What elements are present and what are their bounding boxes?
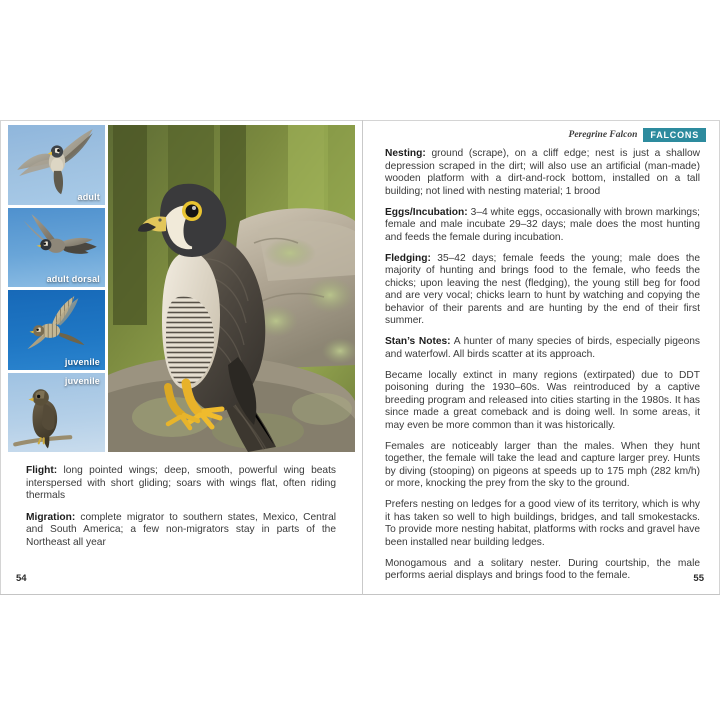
section-body: Prefers nesting on ledges for a good view of its territory, which is why it has taken so well to high buildings, bridges, and tall smokestacks. To provide more nesting habitat, platforms with rocks and gravel have been installed near building ledges. bbox=[385, 499, 700, 548]
section-body: complete migrator to southern states, Mexico, Central and South America; a few non-migrators stay in parts of the Northeast all year bbox=[26, 511, 336, 548]
thumbnail-adult-dorsal bbox=[8, 208, 105, 288]
page-edge-top bbox=[0, 120, 362, 121]
main-photo-peregrine-falcon bbox=[108, 125, 355, 452]
section-body: A hunter of many species of birds, especially pigeons and waterfowl. All birds scatter at its approach. bbox=[385, 336, 700, 360]
section-hunting bbox=[385, 441, 700, 491]
page-edge-top bbox=[363, 120, 720, 121]
section-body: Monogamous and a solitary nester. During courtship, the male performs aerial displays and brings food to the female. bbox=[385, 557, 700, 581]
running-head bbox=[569, 128, 706, 141]
thumbnail-caption: juvenile bbox=[64, 356, 100, 367]
section-label: Flight: bbox=[26, 465, 58, 476]
section-stans-notes bbox=[385, 336, 700, 361]
section-label: Migration: bbox=[26, 511, 76, 523]
section-label: Stan’s Notes: bbox=[385, 336, 451, 347]
section-body: 35–42 days; female feeds the young; male does the majority of hunting and brings food to the female, who feeds the chicks; upon leaving the nest (fledging), the young still beg for food and are very vocal; chicks learn to hunt by watching and copying the behavior of their parents and are hunting by the end of their first summer. bbox=[385, 252, 700, 326]
section-body: 3–4 white eggs, occasionally with brown markings; female and male incubate 29–32 days; male does the most hunting and feeds the female during incubation. bbox=[385, 206, 700, 243]
section-flight bbox=[26, 465, 336, 503]
thumbnail-caption: adult bbox=[77, 191, 100, 202]
section-courtship bbox=[385, 558, 700, 583]
section-nesting bbox=[385, 148, 700, 198]
section-fledging bbox=[385, 253, 700, 328]
thumbnail-caption: adult dorsal bbox=[46, 274, 100, 284]
thumbnail-juvenile-perched bbox=[8, 373, 105, 453]
section-body: Females are noticeably larger than the males. When they hunt together, the female will take the lead and capture larger prey. Hunts by diving (stooping) on pigeons at speeds up to 175 mph (282 km/h) or more, knocking the prey from the sky to the ground. bbox=[385, 440, 700, 489]
section-label: Eggs/Incubation: bbox=[385, 206, 468, 218]
section-eggs-incubation bbox=[385, 207, 700, 245]
left-page bbox=[0, 120, 363, 595]
page-number-right: 55 bbox=[693, 573, 704, 584]
section-body: Became locally extinct in many regions (extirpated) due to DDT poisoning during the 1930–60s. Was reintroduced by a captive breeding program and released into cities starting in the 1980s. It has since made a great comeback and is doing well. In some areas, it may even be more common than it was historically. bbox=[385, 369, 700, 431]
section-label: Nesting: bbox=[385, 148, 426, 159]
section-habitat bbox=[385, 499, 700, 549]
section-migration bbox=[26, 512, 336, 550]
right-page bbox=[363, 120, 720, 595]
group-badge-falcons: FALCONS bbox=[643, 128, 706, 142]
thumbnail-adult bbox=[8, 125, 105, 205]
section-history bbox=[385, 370, 700, 433]
page-edge-left bbox=[0, 120, 1, 595]
thumbnail-caption: juvenile bbox=[64, 375, 100, 386]
section-body: long pointed wings; deep, smooth, powerful wing beats interspersed with short gliding; soars with wings flat, often riding thermals bbox=[26, 465, 336, 502]
right-page-text bbox=[385, 148, 700, 591]
section-body: ground (scrape), on a cliff edge; nest is just a shallow depression scraped in the dirt; will also use an artificial (man-made) wooden platform with a dirt-and-rock bottom, installed on a tall building; not lined with nesting material; 1 brood bbox=[385, 148, 700, 197]
peregrine-falcon-photograph bbox=[108, 125, 355, 452]
left-page-text bbox=[26, 465, 336, 559]
page-edge-bottom bbox=[363, 594, 720, 595]
page-edge-bottom bbox=[0, 594, 362, 595]
illustration-plate bbox=[8, 125, 355, 452]
page-number-left: 54 bbox=[16, 573, 27, 584]
section-label: Fledging: bbox=[385, 252, 431, 264]
species-name: Peregrine Falcon bbox=[568, 129, 638, 140]
thumbnail-juvenile-flying bbox=[8, 290, 105, 370]
thumbnail-column bbox=[8, 125, 105, 452]
open-book-spread bbox=[0, 120, 720, 595]
